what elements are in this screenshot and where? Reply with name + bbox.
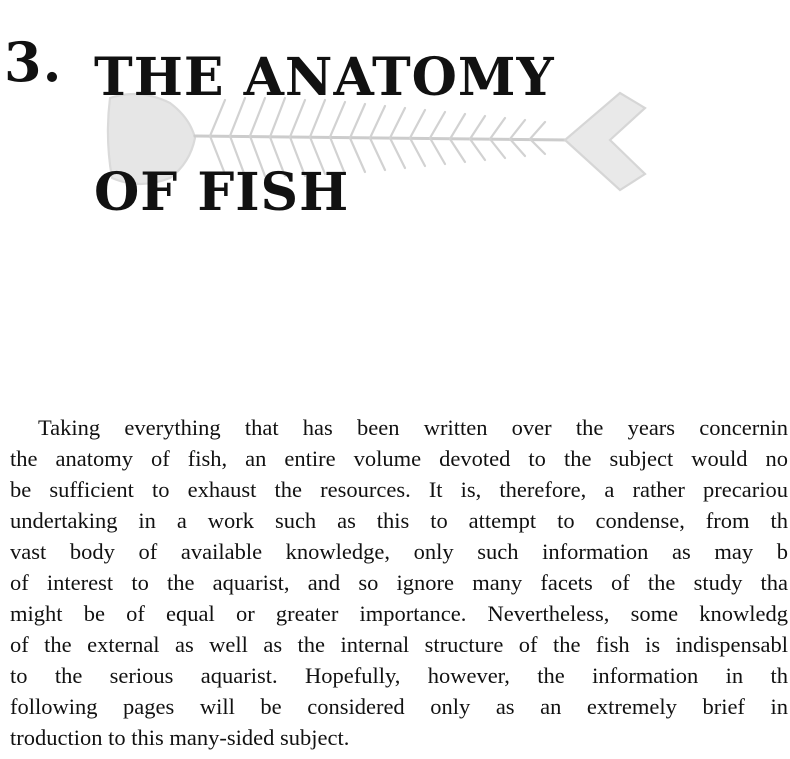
body-line: following pages will be considered only as an extremely brief in: [10, 694, 788, 719]
body-line: vast body of available knowledge, only such information as may b: [10, 539, 788, 564]
chapter-title-line-1: THE ANATOMY: [94, 47, 555, 108]
body-line: of the external as well as the internal structure of the fish is indispensabl: [10, 632, 788, 657]
chapter-number: 3.: [4, 30, 63, 94]
chapter-title-line-2: OF FISH: [94, 162, 350, 223]
body-paragraph: [10, 412, 788, 753]
body-line: of interest to the aquarist, and so ignore many facets of the study tha: [10, 570, 788, 595]
body-line: the anatomy of fish, an entire volume devoted to the subject would no: [10, 446, 788, 471]
body-line: be sufficient to exhaust the resources. It is, therefore, a rather precariou: [10, 477, 788, 502]
body-line: to the serious aquarist. Hopefully, however, the information in th: [10, 663, 788, 688]
body-line: might be of equal or greater importance. Nevertheless, some knowledg: [10, 601, 788, 626]
body-line: troduction to this many-sided subject.: [10, 725, 350, 750]
body-line: Taking everything that has been written over the years concernin: [38, 415, 788, 440]
body-line: undertaking in a work such as this to attempt to condense, from th: [10, 508, 788, 533]
chapter-title: [94, 20, 694, 250]
